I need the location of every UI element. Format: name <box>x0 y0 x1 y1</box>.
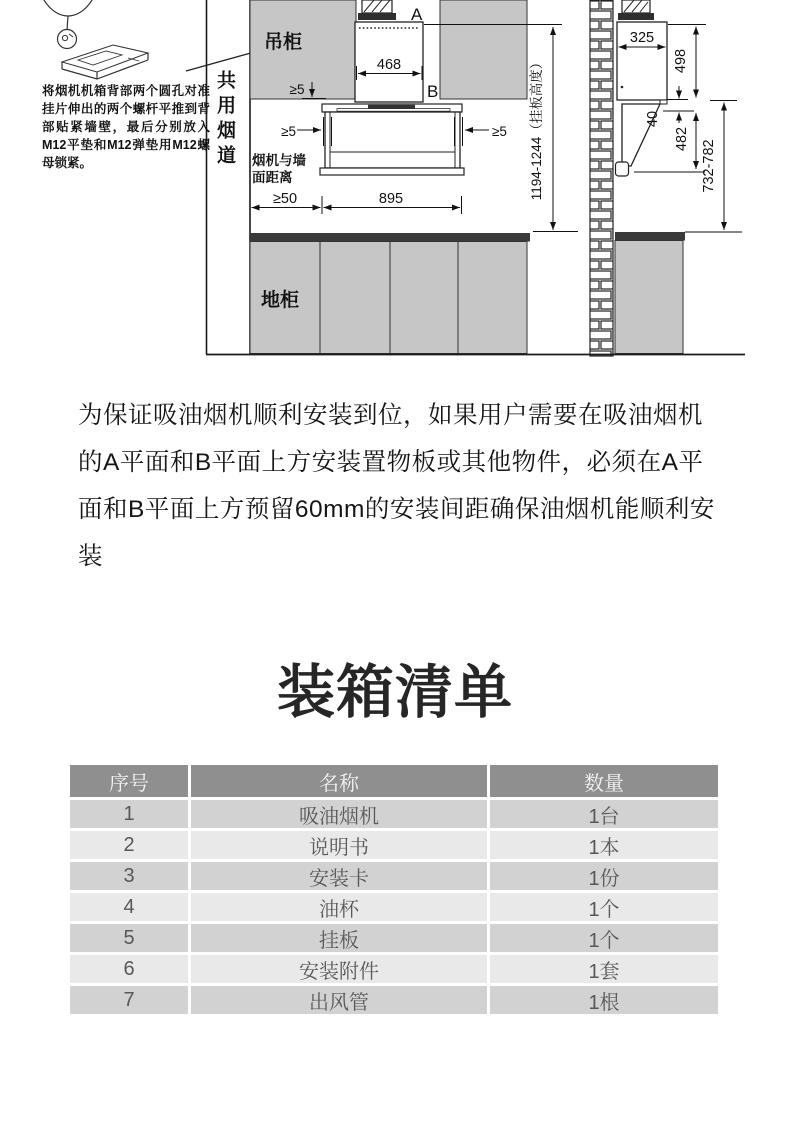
installation-note-paragraph: 为保证吸油烟机顺利安装到位，如果用户需要在吸油烟机的A平面和B平面上方安装置物板或其他物件，必须在A平面和B平面上方预留60mm的安装间距确保油烟机能顺利安装 <box>78 402 715 570</box>
dim-498: 498 <box>673 48 689 74</box>
packing-list-table <box>70 765 718 1014</box>
cell-index: 7 <box>70 986 188 1014</box>
duct-side <box>618 0 654 20</box>
hood-wall-distance-label: 烟机与墙面距离 <box>252 153 306 185</box>
cell-index: 4 <box>70 893 188 921</box>
dim-40: 40 <box>645 110 661 128</box>
cell-qty: 1台 <box>490 800 718 828</box>
dim-gap-right: ≥5 <box>492 124 507 139</box>
col-header-qty: 数量 <box>490 765 718 797</box>
cell-index: 3 <box>70 862 188 890</box>
cell-name: 安装附件 <box>191 955 487 983</box>
installation-diagram <box>0 0 790 362</box>
cell-qty: 1个 <box>490 893 718 921</box>
plane-a-label: A <box>411 5 423 24</box>
plane-b-label: B <box>427 82 439 101</box>
cell-qty: 1份 <box>490 862 718 890</box>
cell-name: 吸油烟机 <box>191 800 487 828</box>
countertop-front <box>250 233 530 242</box>
upper-cabinet-right <box>440 0 527 99</box>
hood-body-front <box>325 112 460 168</box>
cell-name: 油杯 <box>191 893 487 921</box>
dim-482: 482 <box>674 126 690 152</box>
dim-hang-height: 1194-1244（挂板高度） <box>529 55 544 201</box>
shared-flue-label: 共用烟道 <box>214 70 235 170</box>
dim-325: 325 <box>629 30 655 46</box>
cell-index: 5 <box>70 924 188 952</box>
col-header-name: 名称 <box>191 765 487 797</box>
hood-base-front <box>320 168 464 175</box>
cell-index: 6 <box>70 955 188 983</box>
cell-name: 出风管 <box>191 986 487 1014</box>
cell-name: 说明书 <box>191 831 487 859</box>
countertop-side <box>615 232 685 241</box>
base-cabinet-side <box>615 241 683 354</box>
table-row <box>70 893 718 921</box>
col-header-index: 序号 <box>70 765 188 797</box>
dim-gap-top: ≥5 <box>289 82 305 97</box>
table-row <box>70 800 718 828</box>
hood-foot-side <box>616 162 629 176</box>
base-cabinet-label: 地柜 <box>261 290 300 311</box>
cell-name: 挂板 <box>191 924 487 952</box>
cell-qty: 1根 <box>490 986 718 1014</box>
cell-index: 2 <box>70 831 188 859</box>
table-row <box>70 924 718 952</box>
brick-wall <box>590 0 613 356</box>
cell-qty: 1个 <box>490 924 718 952</box>
packing-list-title: 装箱清单 <box>276 660 513 725</box>
bracket-instruction-note: 将烟机机箱背部两个圆孔对准挂片伸出的两个螺杆平推到背部贴紧墙壁，最后分别放入M12平垫和M12弹垫用M12螺母锁紧。 <box>42 84 210 170</box>
table-row <box>70 955 718 983</box>
cell-name: 安装卡 <box>191 862 487 890</box>
table-row <box>70 831 718 859</box>
cell-qty: 1套 <box>490 955 718 983</box>
dim-895: 895 <box>378 191 404 207</box>
shared-flue <box>207 0 251 354</box>
dim-wall-clearance: ≥50 <box>272 191 298 207</box>
wall-cabinet-label: 吊柜 <box>264 32 303 53</box>
table-header-row <box>70 765 718 797</box>
dim-gap-left: ≥5 <box>281 124 296 139</box>
cell-index: 1 <box>70 800 188 828</box>
dim-468: 468 <box>376 57 402 73</box>
hanging-plate-detail <box>35 0 148 79</box>
cell-qty: 1本 <box>490 831 718 859</box>
table-row <box>70 986 718 1014</box>
dim-732-782: 732-782 <box>701 139 717 193</box>
table-row <box>70 862 718 890</box>
duct-front <box>358 0 396 20</box>
